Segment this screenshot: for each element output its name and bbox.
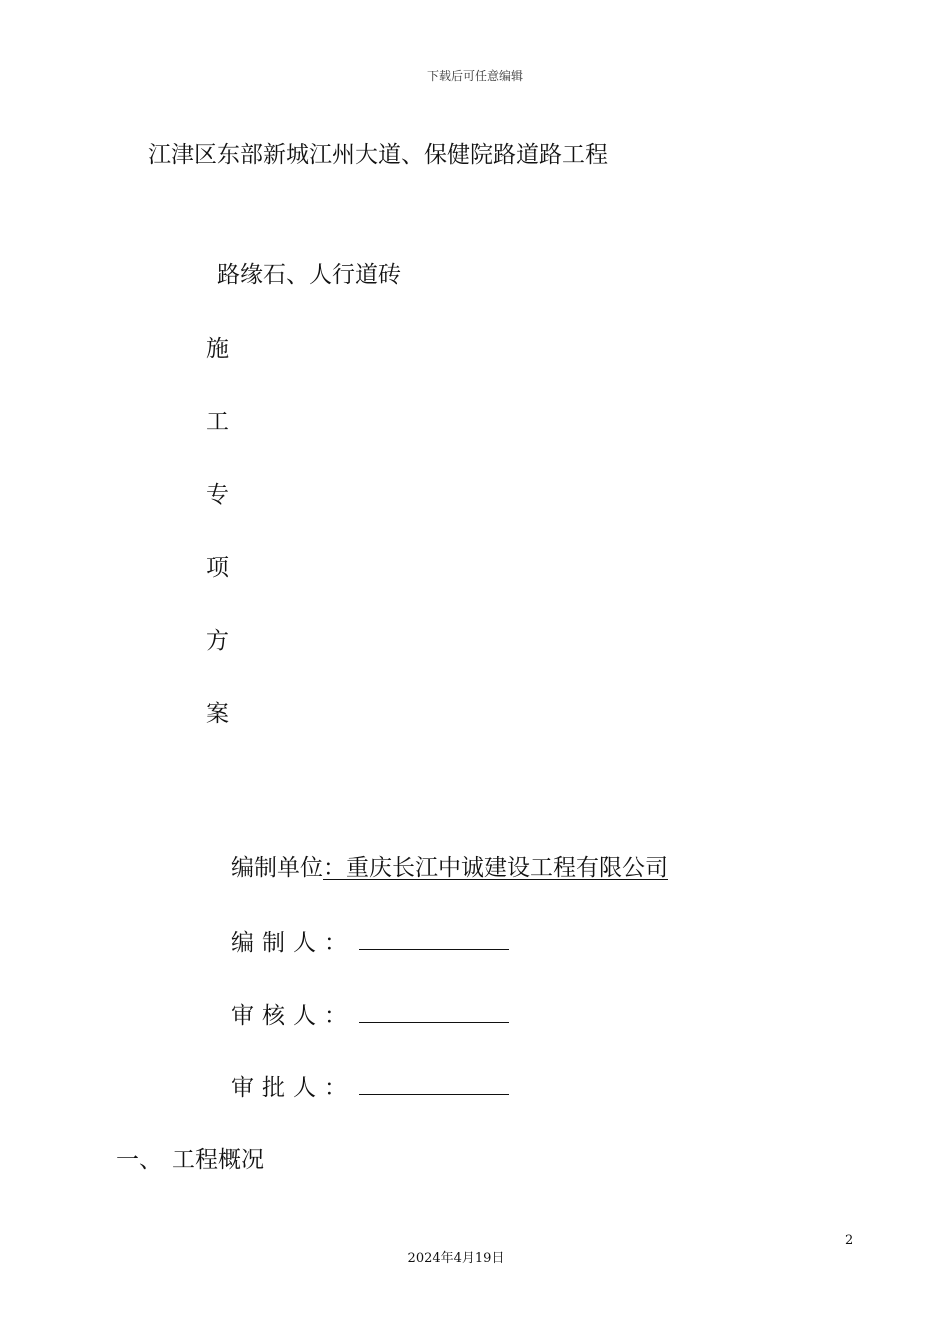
- preparing-unit-row: [231, 849, 668, 882]
- document-title: 江津区东部新城江州大道、保健院路道路工程: [148, 142, 608, 168]
- preparing-unit-label: 编制单位: [231, 855, 323, 881]
- preparer-label: 编制人: [231, 930, 324, 956]
- vertical-title-char: 专: [206, 482, 229, 508]
- vertical-title-char: 方: [206, 628, 229, 654]
- page-number: 2: [845, 1233, 854, 1248]
- preparer-row: [231, 924, 509, 957]
- colon: ：: [324, 1075, 347, 1101]
- vertical-title-char: 项: [206, 555, 229, 581]
- vertical-title-char: 案: [206, 701, 229, 727]
- vertical-title-char: 施: [206, 336, 229, 362]
- preparing-unit-value: ：重庆长江中诚建设工程有限公司: [323, 855, 668, 881]
- approver-row: [231, 1069, 509, 1102]
- colon: ：: [324, 930, 347, 956]
- preparer-blank-line: [359, 931, 509, 950]
- reviewer-blank-line: [359, 1004, 509, 1023]
- section-title: 工程概况: [172, 1147, 264, 1173]
- section-number: 一、: [116, 1147, 162, 1173]
- vertical-title-char: 工: [206, 409, 229, 435]
- approver-blank-line: [359, 1076, 509, 1095]
- document-subtitle: 路缘石、人行道砖: [217, 262, 401, 288]
- footer-date: 2024年4月19日: [407, 1251, 505, 1266]
- reviewer-label: 审核人: [231, 1003, 324, 1029]
- reviewer-row: [231, 997, 509, 1030]
- colon: ：: [324, 1003, 347, 1029]
- approver-label: 审批人: [231, 1075, 324, 1101]
- header-note: 下载后可任意编辑: [426, 69, 523, 83]
- section-heading: [116, 1141, 264, 1174]
